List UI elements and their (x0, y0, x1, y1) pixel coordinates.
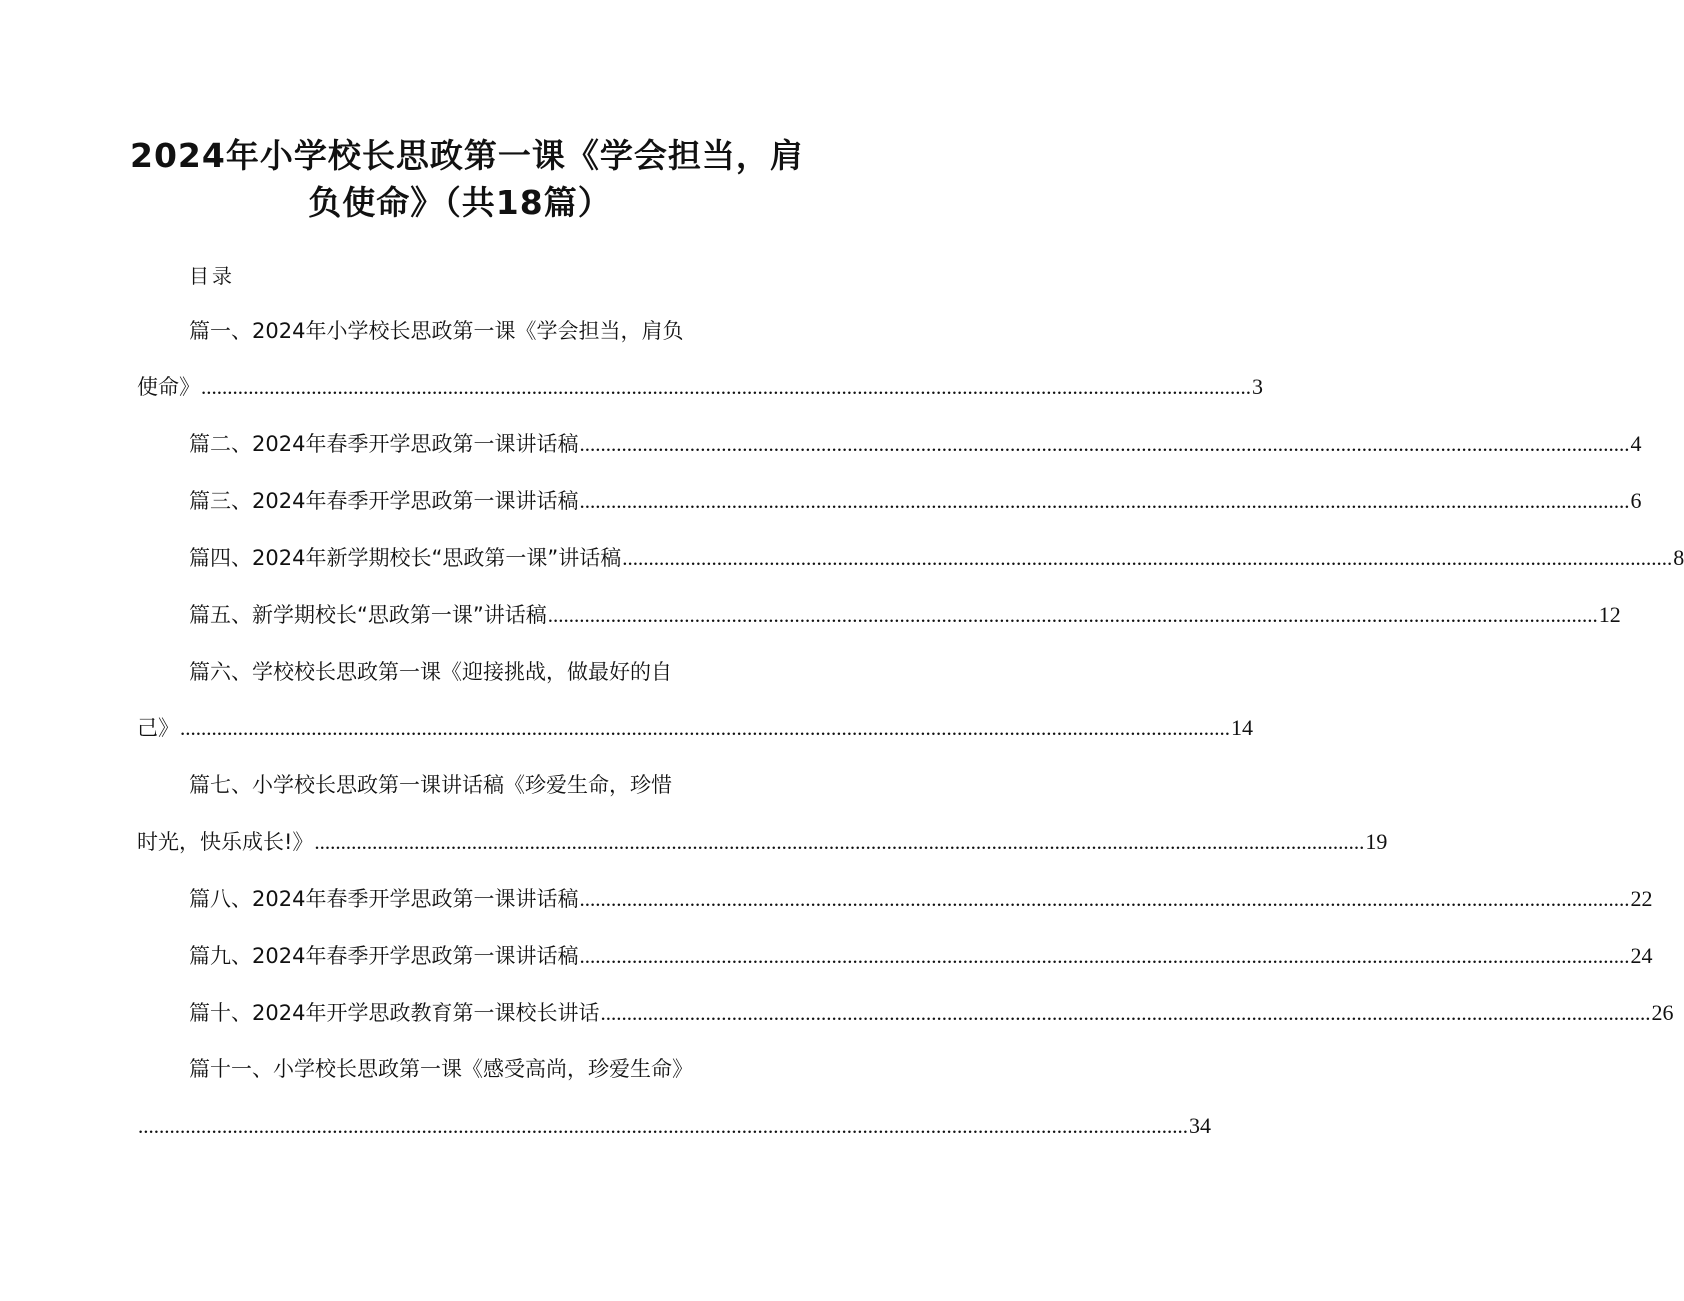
toc-entry-text: 篇二、2024年春季开学思政第一课讲话稿 (189, 432, 579, 456)
leader-dots: ........................................................................................................................................................................................................ (314, 830, 1365, 854)
toc-page-number: 24 (1630, 943, 1653, 968)
leader-dots: ........................................................................................................................................................................................................ (579, 489, 1630, 513)
toc-page-number: 14 (1231, 715, 1253, 740)
toc-entry-4[interactable] (189, 543, 1684, 573)
toc-entry-text: 篇一、2024年小学校长思政第一课《学会担当，肩负 (189, 319, 684, 343)
toc-entry-5[interactable] (189, 600, 1621, 630)
toc-entry-text: 篇五、新学期校长“思政第一课”讲话稿 (189, 603, 547, 627)
toc-entry-text: 篇九、2024年春季开学思政第一课讲话稿 (189, 944, 579, 968)
leader-dots: ........................................................................................................................................................................................................ (579, 432, 1630, 456)
leader-dots: ........................................................................................................................................................................................................ (201, 375, 1251, 399)
toc-page-number: 34 (1189, 1113, 1211, 1138)
toc-page-number: 22 (1630, 886, 1653, 911)
toc-entry-3[interactable] (189, 486, 1642, 516)
toc-entry-text: 时光，快乐成长!》 (137, 830, 314, 854)
toc-entry-1-line-2[interactable] (137, 372, 1263, 402)
leader-dots: ........................................................................................................................................................................................................ (138, 1114, 1188, 1138)
toc-entry-text: 篇十一、小学校长思政第一课《感受高尚，珍爱生命》 (189, 1057, 693, 1081)
toc-page-number: 3 (1252, 374, 1263, 399)
toc-entry-text: 篇六、学校校长思政第一课《迎接挑战，做最好的自 (189, 660, 672, 684)
leader-dots: ........................................................................................................................................................................................................ (600, 1001, 1651, 1025)
toc-page-number: 8 (1673, 545, 1684, 570)
document-title-line-1: 2024年小学校长思政第一课《学会担当，肩 (130, 136, 804, 175)
document-title-line-2: 负使命》（共18篇） (308, 183, 612, 222)
toc-page-number: 4 (1630, 431, 1642, 456)
toc-entry-text: 篇十、2024年开学思政教育第一课校长讲话 (189, 1001, 600, 1025)
toc-entry-6-line-2[interactable] (137, 713, 1253, 743)
toc-entry-6-line-1[interactable] (189, 657, 672, 687)
toc-entry-7-line-2[interactable] (137, 827, 1388, 857)
toc-page-number: 26 (1651, 1000, 1674, 1025)
toc-entry-2[interactable] (189, 429, 1642, 459)
leader-dots: ........................................................................................................................................................................................................ (547, 603, 1598, 627)
leader-dots: ........................................................................................................................................................................................................ (180, 716, 1230, 740)
toc-entry-text: 使命》 (137, 375, 200, 399)
toc-heading: 目录 (189, 264, 235, 288)
leader-dots: ........................................................................................................................................................................................................ (579, 944, 1630, 968)
toc-page-number: 19 (1365, 829, 1388, 854)
toc-entry-7-line-1[interactable] (189, 770, 672, 800)
toc-page-number: 6 (1630, 488, 1642, 513)
leader-dots: ........................................................................................................................................................................................................ (622, 546, 1673, 570)
toc-entry-text: 篇八、2024年春季开学思政第一课讲话稿 (189, 887, 579, 911)
toc-entry-1-line-1[interactable] (189, 316, 683, 346)
toc-entry-text: 己》 (137, 716, 179, 740)
toc-entry-text: 篇七、小学校长思政第一课讲话稿《珍爱生命，珍惜 (189, 773, 672, 797)
toc-page-number: 12 (1598, 602, 1621, 627)
toc-entry-text: 篇三、2024年春季开学思政第一课讲话稿 (189, 489, 579, 513)
toc-entry-10[interactable] (189, 998, 1674, 1028)
toc-entry-11-line-1[interactable] (189, 1054, 693, 1084)
toc-entry-11-line-2[interactable] (137, 1111, 1211, 1141)
toc-entry-text: 篇四、2024年新学期校长“思政第一课”讲话稿 (189, 546, 622, 570)
toc-entry-8[interactable] (189, 884, 1653, 914)
leader-dots: ........................................................................................................................................................................................................ (579, 887, 1630, 911)
toc-entry-9[interactable] (189, 941, 1653, 971)
